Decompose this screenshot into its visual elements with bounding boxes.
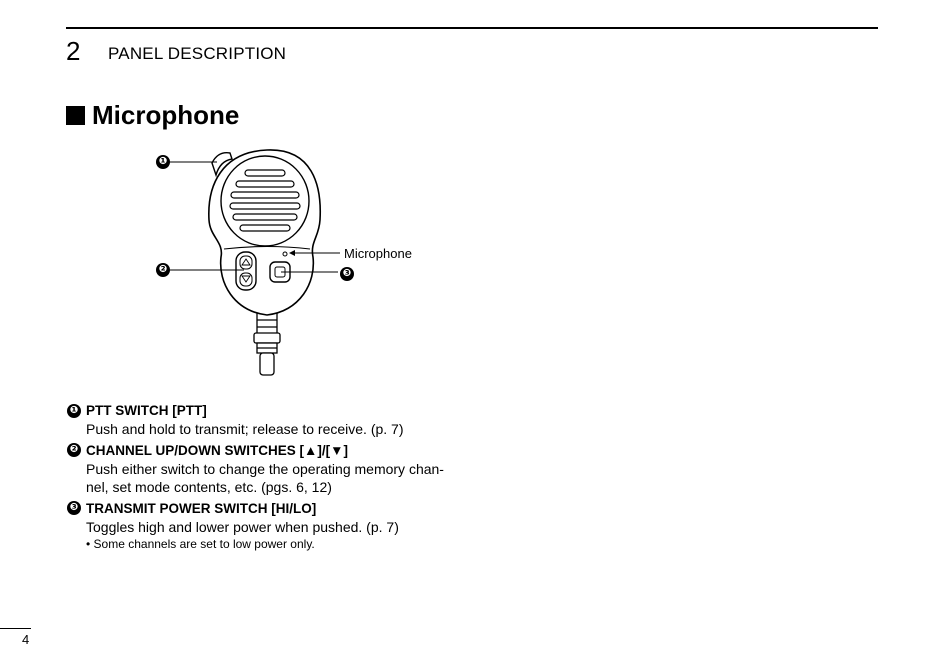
microphone-cable	[254, 313, 280, 375]
header-rule	[66, 27, 878, 29]
description-list	[67, 401, 467, 554]
item-body: nel, set mode contents, etc. (pgs. 6, 12)	[86, 479, 332, 495]
item-note: • Some channels are set to low power only.	[86, 537, 315, 551]
description-title	[67, 401, 467, 420]
item-body: Toggles high and lower power when pushed. (p. 7)	[86, 518, 399, 535]
callout-2: ❷	[156, 263, 170, 277]
item-title: CHANNEL UP/DOWN SWITCHES [▲]/[▼]	[86, 442, 348, 458]
item-number: ❸	[67, 501, 81, 515]
description-title	[67, 499, 467, 518]
item-body: Push and hold to transmit; release to receive. (p. 7)	[86, 421, 404, 437]
section-title: Microphone	[92, 100, 240, 130]
microphone-figure	[150, 145, 430, 380]
footer-rule	[0, 628, 31, 629]
black-square-icon	[66, 106, 85, 125]
microphone-illustration	[150, 145, 430, 380]
channel-switches	[236, 252, 256, 290]
item-title: PTT SWITCH [PTT]	[86, 403, 207, 418]
item-number: ❶	[67, 404, 81, 418]
section-heading	[66, 99, 239, 131]
chapter-title: PANEL DESCRIPTION	[108, 44, 287, 63]
callout-1: ❶	[156, 155, 170, 169]
page-number: 4	[22, 632, 30, 647]
description-item-power	[67, 499, 467, 553]
item-body: Push either switch to change the operating memory chan-	[86, 460, 444, 477]
chapter-number: 2	[66, 36, 81, 66]
item-number: ❷	[67, 443, 81, 457]
description-item-channel	[67, 441, 467, 497]
microphone-hole	[283, 252, 287, 256]
description-title	[67, 441, 467, 460]
item-title: TRANSMIT POWER SWITCH [HI/LO]	[86, 500, 317, 516]
callout-3: ❸	[340, 267, 354, 281]
description-item-ptt	[67, 401, 467, 439]
microphone-label: Microphone	[344, 246, 412, 261]
